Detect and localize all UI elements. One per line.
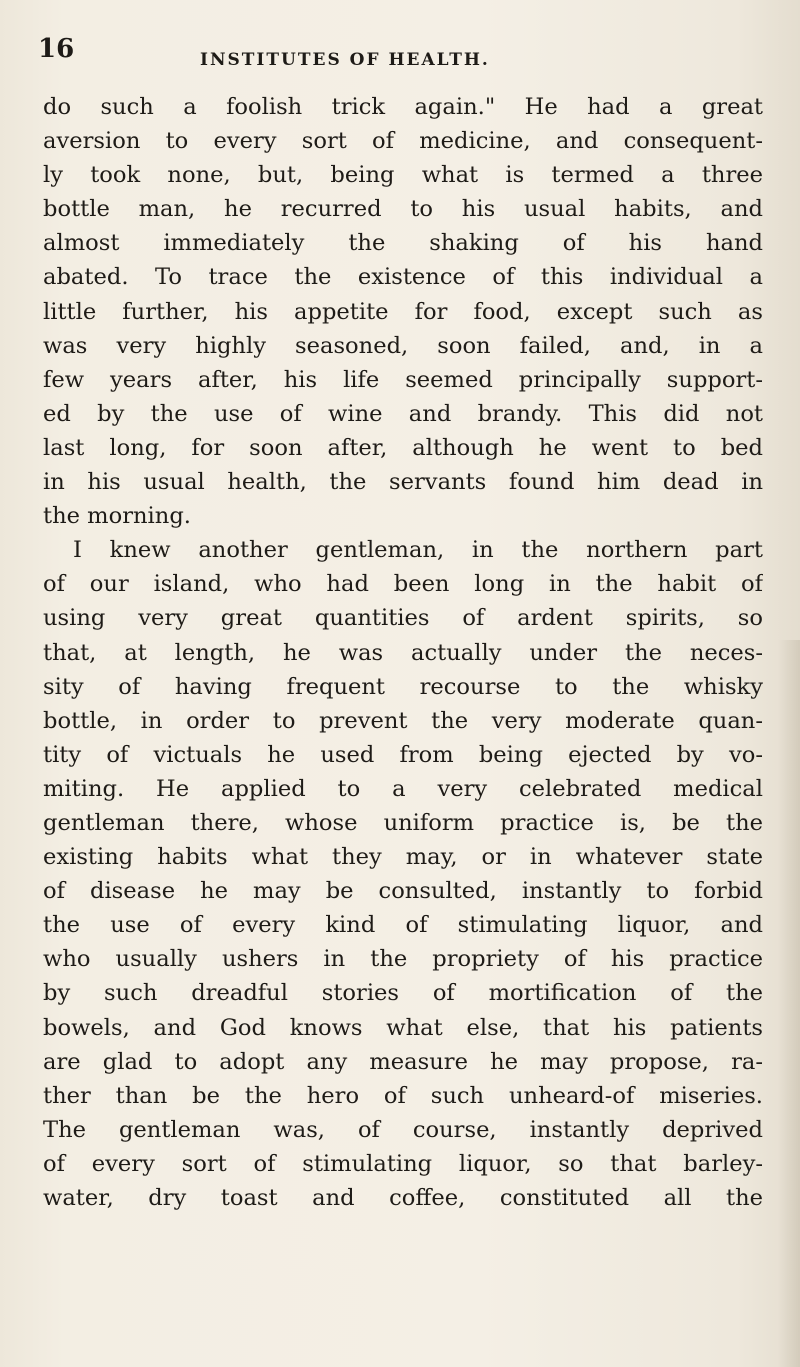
text-line: the morning. bbox=[43, 503, 191, 530]
text-line: bottle, in order to prevent the very moderate quan- bbox=[43, 707, 763, 734]
text-line: gentleman there, whose uniform practice is, be the bbox=[43, 809, 763, 836]
text-line: ed by the use of wine and brandy. This did not bbox=[43, 400, 763, 427]
text-line: that, at length, he was actually under the neces- bbox=[43, 639, 763, 666]
text-line: by such dreadful stories of mortification of the bbox=[43, 980, 763, 1007]
text-line: sity of having frequent recourse to the whisky bbox=[43, 673, 763, 700]
text-line: tity of victuals he used from being ejected by vo- bbox=[43, 741, 763, 768]
text-line: miting. He applied to a very celebrated medical bbox=[43, 775, 763, 802]
text-line: few years after, his life seemed principally support- bbox=[43, 366, 763, 393]
text-line: aversion to every sort of medicine, and consequent- bbox=[43, 128, 763, 155]
text-line: of disease he may be consulted, instantly to forbid bbox=[43, 878, 763, 905]
text-line: who usually ushers in the propriety of his practice bbox=[43, 946, 763, 973]
text-line: do such a foolish trick again." He had a great bbox=[43, 94, 763, 120]
text-line: ly took none, but, being what is termed a three bbox=[43, 162, 763, 189]
text-line: of every sort of stimulating liquor, so that barley- bbox=[43, 1150, 763, 1177]
text-line: abated. To trace the existence of this individual a bbox=[43, 264, 763, 291]
text-line: existing habits what they may, or in whatever state bbox=[43, 844, 763, 871]
text-line: The gentleman was, of course, instantly deprived bbox=[43, 1116, 763, 1143]
text-line: are glad to adopt any measure he may propose, ra- bbox=[43, 1048, 763, 1075]
text-line: almost immediately the shaking of his hand bbox=[43, 230, 763, 257]
text-line: water, dry toast and coffee, constituted all the bbox=[43, 1185, 763, 1211]
text-line: the use of every kind of stimulating liquor, and bbox=[43, 912, 763, 939]
body-text bbox=[43, 90, 763, 1215]
text-line: little further, his appetite for food, except such as bbox=[43, 298, 763, 325]
text-line: bowels, and God knows what else, that his patients bbox=[43, 1014, 763, 1041]
page-edge-shadow bbox=[778, 640, 800, 1367]
text-line: in his usual health, the servants found him dead in bbox=[43, 469, 763, 496]
text-line: using very great quantities of ardent spirits, so bbox=[43, 605, 763, 632]
text-line: ther than be the hero of such unheard-of miseries. bbox=[43, 1082, 763, 1109]
text-line: bottle man, he recurred to his usual habits, and bbox=[43, 196, 763, 223]
text-line: was very highly seasoned, soon failed, and, in a bbox=[43, 332, 763, 359]
text-line: of our island, who had been long in the habit of bbox=[43, 571, 763, 598]
text-line: last long, for soon after, although he went to bed bbox=[43, 434, 763, 461]
page-number: 16 bbox=[38, 34, 75, 64]
text-line: I knew another gentleman, in the northern part bbox=[73, 537, 763, 564]
running-head: INSTITUTES OF HEALTH. bbox=[200, 50, 490, 70]
